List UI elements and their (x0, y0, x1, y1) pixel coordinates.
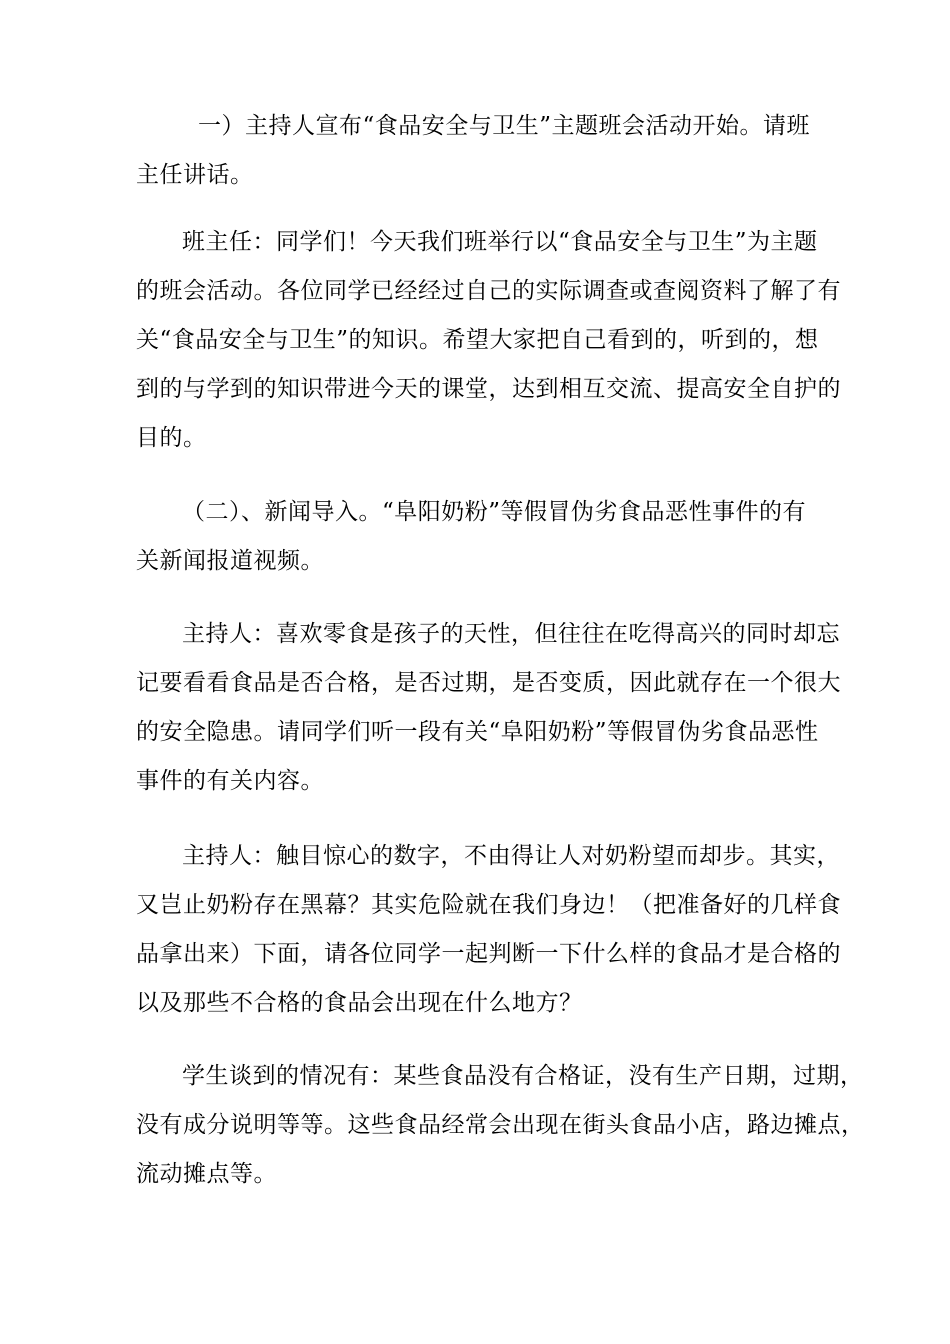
paragraph-host-opening (136, 102, 836, 200)
paragraph-head-teacher-speech (136, 218, 841, 463)
paragraph-student-findings (136, 1052, 865, 1199)
text-line: 主持人：触目惊心的数字，不由得让人对奶粉望而却步。其实， (182, 843, 840, 869)
text-line: 到的与学到的知识带进今天的课堂，达到相互交流、提高安全自护的 (136, 376, 841, 402)
text-line: 班主任：同学们！今天我们班举行以“食品安全与卫生”为主题 (182, 229, 818, 255)
text-line: 目的。 (136, 425, 207, 451)
text-line: 的班会活动。各位同学已经经过自己的实际调查或查阅资料了解了有 (136, 278, 841, 304)
text-line: （二）、新闻导入。“阜阳奶粉”等假冒伪劣食品恶性事件的有 (182, 499, 807, 525)
text-line: 主任讲话。 (136, 162, 254, 188)
text-line: 记要看看食品是否合格，是否过期，是否变质，因此就存在一个很大 (136, 670, 841, 696)
text-line: 品拿出来）下面，请各位同学一起判断一下什么样的食品才是合格的 (136, 941, 841, 967)
text-line: 主持人：喜欢零食是孩子的天性，但往往在吃得高兴的同时却忘 (182, 621, 840, 647)
text-line: 以及那些不合格的食品会出现在什么地方？ (136, 990, 583, 1016)
text-line: 又岂止奶粉存在黑幕？其实危险就在我们身边！（把准备好的几样食 (136, 892, 841, 918)
text-line: 流动摊点等。 (136, 1161, 277, 1187)
paragraph-host-danger (136, 832, 841, 1028)
text-line: 事件的有关内容。 (136, 768, 324, 794)
text-line: 关新闻报道视频。 (136, 548, 324, 574)
text-line: 没有成分说明等等。这些食品经常会出现在街头食品小店，路边摊点， (136, 1112, 865, 1138)
text-line: 一）主持人宣布“食品安全与卫生”主题班会活动开始。请班 (198, 113, 811, 139)
paragraph-host-snacks (136, 610, 841, 806)
paragraph-news-intro (136, 488, 836, 586)
text-line: 的安全隐患。请同学们听一段有关“阜阳奶粉”等假冒伪劣食品恶性 (136, 719, 819, 745)
text-line: 学生谈到的情况有：某些食品没有合格证，没有生产日期，过期， (182, 1063, 864, 1089)
text-line: 关“食品安全与卫生”的知识。希望大家把自己看到的，听到的，想 (136, 327, 819, 353)
